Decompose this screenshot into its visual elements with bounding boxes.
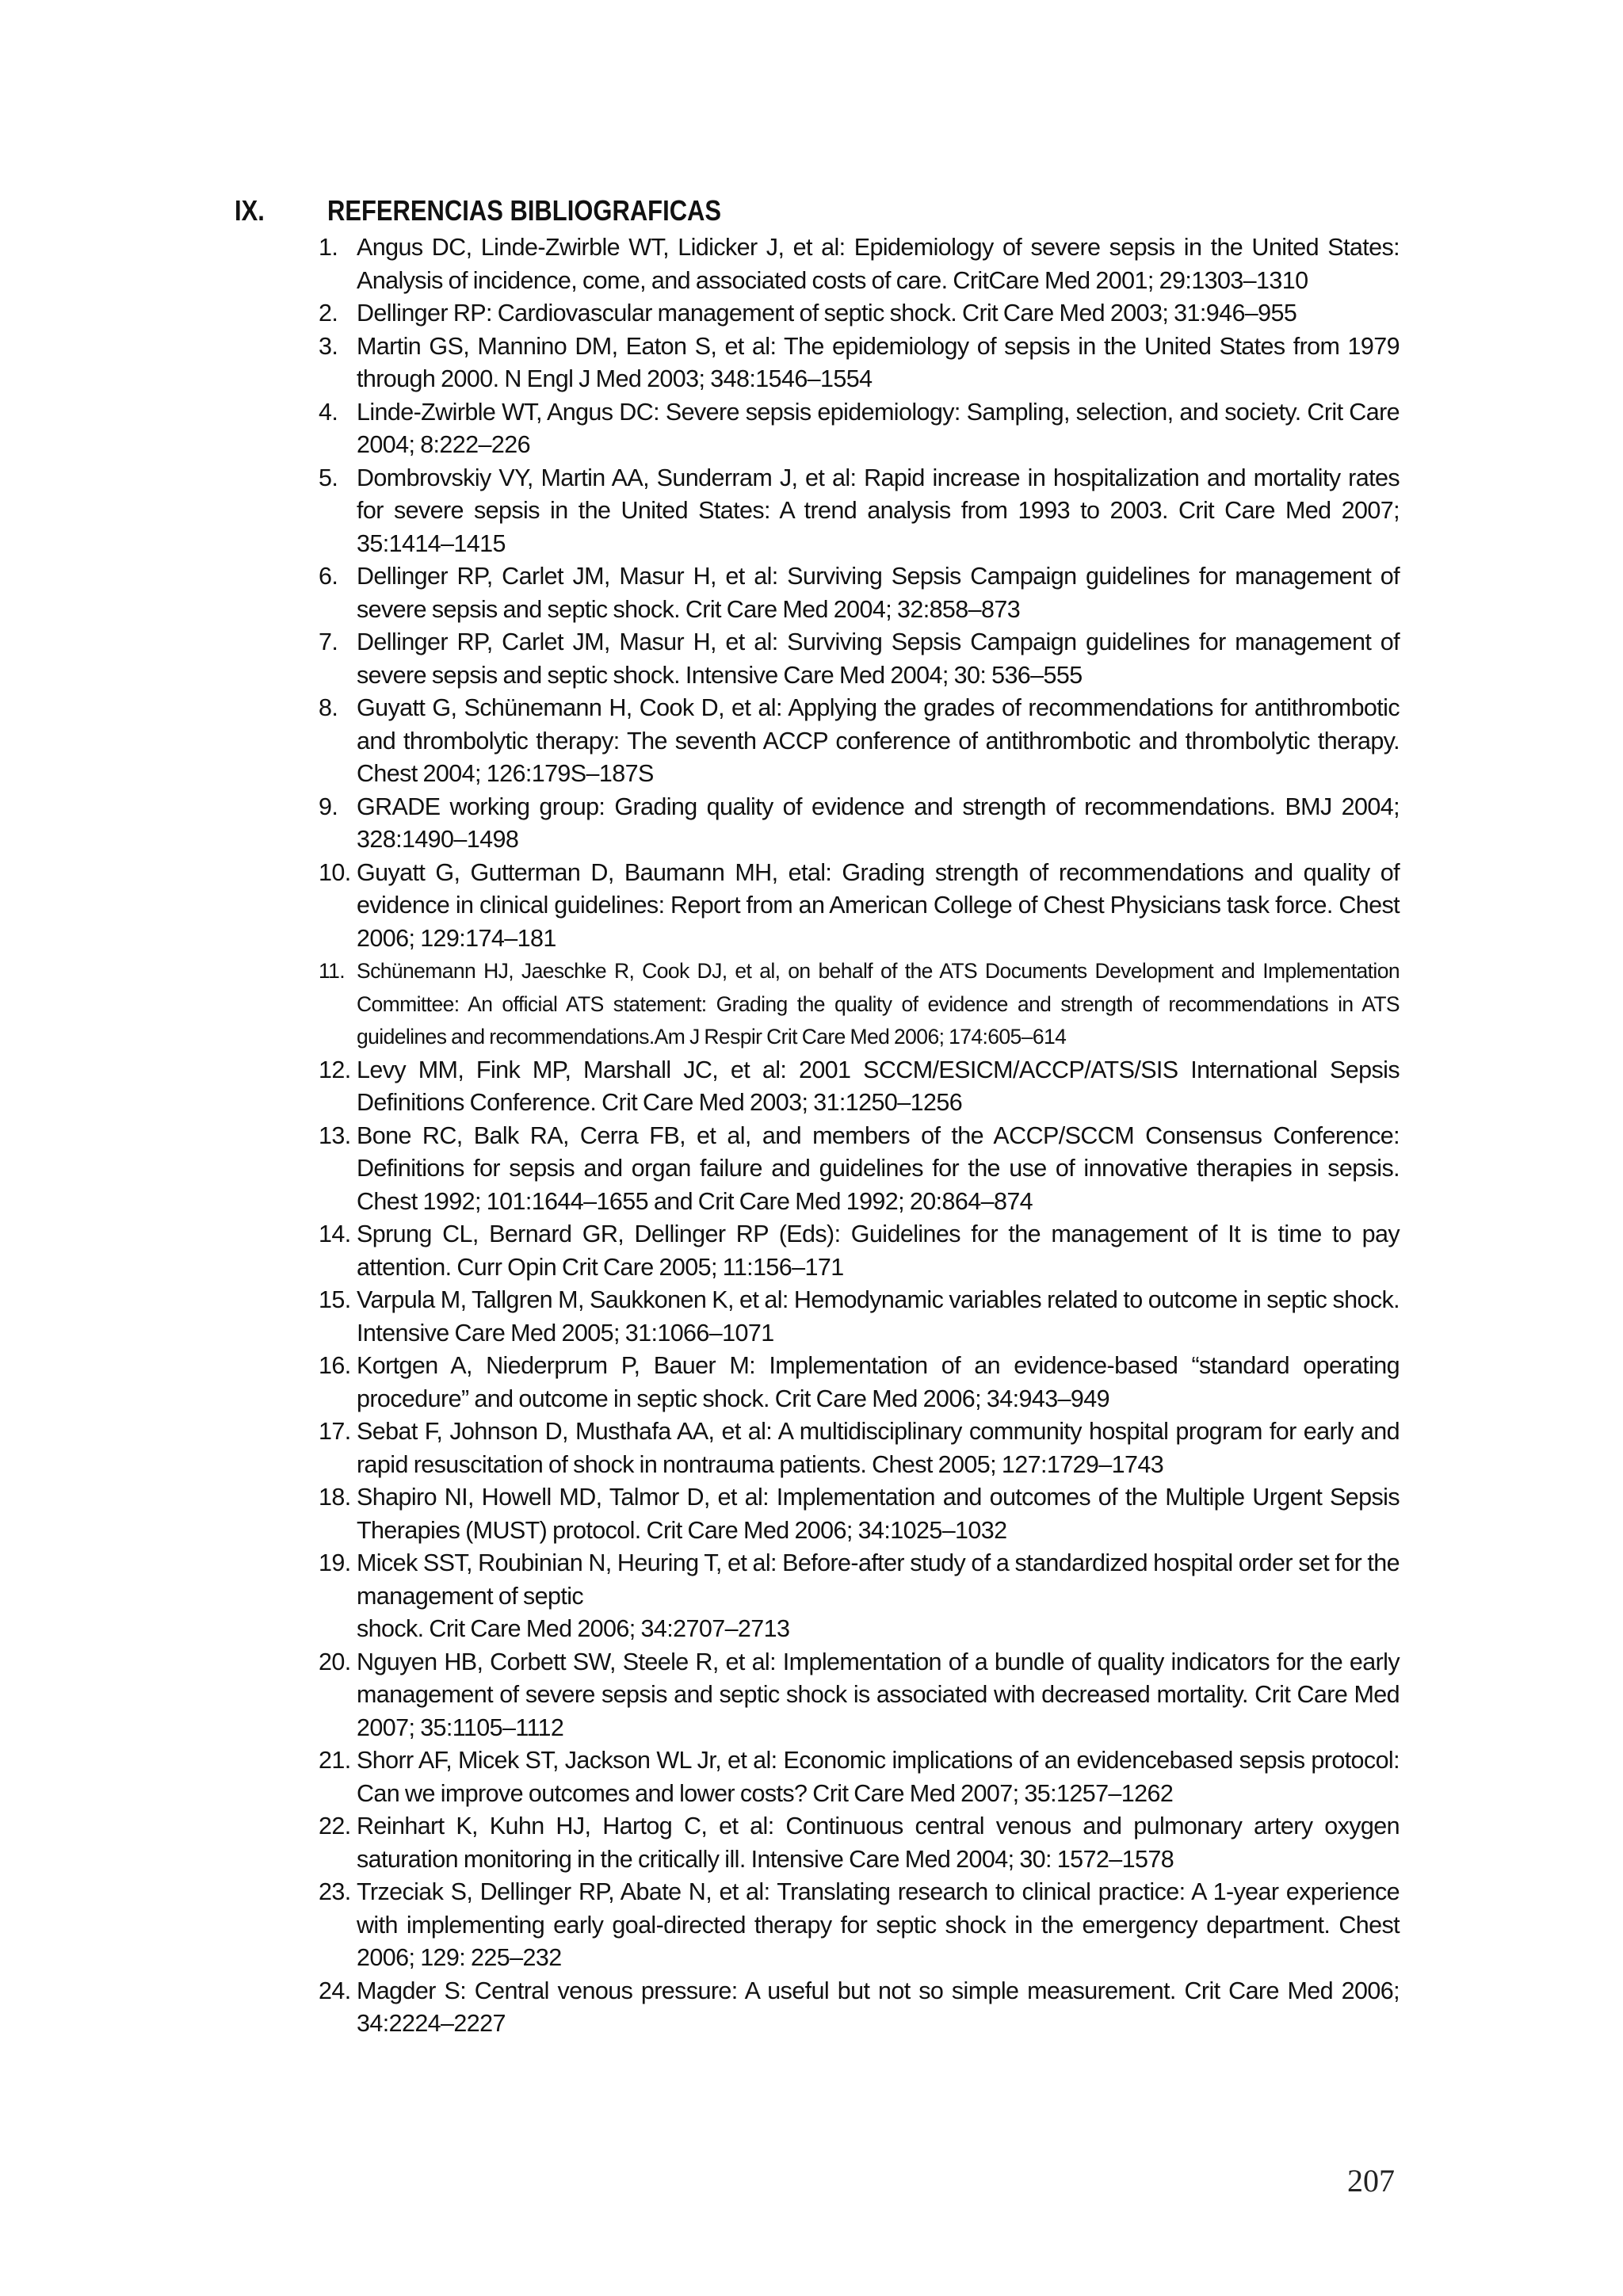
reference-text: Martin GS, Mannino DM, Eaton S, et al: The epidemiology of sepsis in the United States from 1979 through 2000. N Engl J Med 2003; 348:1546–1554 bbox=[357, 332, 1400, 392]
reference-text: Varpula M, Tallgren M, Saukkonen K, et al: Hemodynamic variables related to outcome in septic shock. Intensive Care Med 2005; 31:1066–1071 bbox=[357, 1286, 1400, 1347]
reference-item bbox=[304, 955, 1400, 1054]
reference-item bbox=[304, 857, 1400, 956]
reference-item bbox=[304, 1481, 1400, 1547]
reference-number: 8. bbox=[319, 694, 338, 721]
reference-number: 2. bbox=[319, 300, 338, 327]
reference-text: Dellinger RP, Carlet JM, Masur H, et al: Surviving Sepsis Campaign guidelines for management of severe sepsis and septic shock. Crit Care Med 2004; 32:858–873 bbox=[357, 563, 1400, 623]
reference-item bbox=[304, 1218, 1400, 1284]
reference-text: Levy MM, Fink MP, Marshall JC, et al: 2001 SCCM/ESICM/ACCP/ATS/SIS International Sepsis Definitions Conference. Crit Care Med 2003; 31:1250–1256 bbox=[357, 1056, 1400, 1116]
reference-text: Dellinger RP, Carlet JM, Masur H, et al: Surviving Sepsis Campaign guidelines for management of severe sepsis and septic shock. Intensive Care Med 2004; 30: 536–555 bbox=[357, 628, 1400, 689]
reference-text: Guyatt G, Gutterman D, Baumann MH, etal: Grading strength of recommendations and quality of evidence in clinical guidelines: Report from an American College of Chest Physicians task force. Chest 2006; 129:174–181 bbox=[357, 858, 1400, 952]
reference-item bbox=[304, 231, 1400, 297]
reference-list bbox=[304, 231, 1400, 2041]
reference-number: 19. bbox=[319, 1549, 351, 1576]
reference-text: Schünemann HJ, Jaeschke R, Cook DJ, et al, on behalf of the ATS Documents Development and Implementation Committee: An official ATS statement: Grading the quality of evidence and strength of recommendations in ATS guidelines and recommendations.Am J Respir Crit Care Med 2006; 174:605–614 bbox=[357, 959, 1400, 1049]
reference-number: 11. bbox=[319, 959, 346, 983]
reference-number: 20. bbox=[319, 1648, 351, 1675]
reference-text: Shorr AF, Micek ST, Jackson WL Jr, et al: Economic implications of an evidencebased sepsis protocol: Can we improve outcomes and lower costs? Crit Care Med 2007; 35:1257–1262 bbox=[357, 1747, 1400, 1807]
reference-item bbox=[304, 396, 1400, 462]
reference-item bbox=[304, 1054, 1400, 1120]
reference-text: Guyatt G, Schünemann H, Cook D, et al: Applying the grades of recommendations for antithrombotic and thrombolytic therapy: The seventh ACCP conference of antithrombotic and thrombolytic therapy. Chest 2004; 126:179S–187S bbox=[357, 694, 1400, 787]
reference-item bbox=[304, 1810, 1400, 1876]
reference-text: Sebat F, Johnson D, Musthafa AA, et al: A multidisciplinary community hospital program for early and rapid resuscitation of shock in nontrauma patients. Chest 2005; 127:1729–1743 bbox=[357, 1418, 1400, 1478]
reference-number: 7. bbox=[319, 628, 338, 655]
reference-number: 17. bbox=[319, 1418, 351, 1445]
reference-number: 23. bbox=[319, 1878, 351, 1905]
reference-text: Dellinger RP: Cardiovascular management of septic shock. Crit Care Med 2003; 31:946–955 bbox=[357, 300, 1297, 327]
reference-number: 4. bbox=[319, 398, 338, 426]
reference-item bbox=[304, 1415, 1400, 1481]
reference-item bbox=[304, 1350, 1400, 1415]
reference-number: 14. bbox=[319, 1221, 351, 1247]
reference-number: 9. bbox=[319, 793, 338, 820]
reference-number: 18. bbox=[319, 1484, 351, 1511]
reference-item bbox=[304, 1547, 1400, 1646]
reference-text-part: Micek SST, Roubinian N, Heuring T, et al: Before-after study of a standardized hospital order set for the management of septic bbox=[357, 1549, 1400, 1610]
reference-item bbox=[304, 1975, 1400, 2041]
reference-text: Shapiro NI, Howell MD, Talmor D, et al: Implementation and outcomes of the Multiple Urgent Sepsis Therapies (MUST) protocol. Crit Care Med 2006; 34:1025–1032 bbox=[357, 1484, 1400, 1544]
reference-text: GRADE working group: Grading quality of evidence and strength of recommendations. BMJ 2004; 328:1490–1498 bbox=[357, 793, 1400, 853]
reference-text: Dombrovskiy VY, Martin AA, Sunderram J, et al: Rapid increase in hospitalization and mortality rates for severe sepsis in the United States: A trend analysis from 1993 to 2003. Crit Care Med 2007; 35:1414–1415 bbox=[357, 464, 1400, 557]
reference-text: Angus DC, Linde-Zwirble WT, Lidicker J, et al: Epidemiology of severe sepsis in the United States: Analysis of incidence, come, and associated costs of care. CritCare Med 2001; 29:1303–1310 bbox=[357, 234, 1400, 294]
references-section bbox=[235, 190, 1400, 2037]
reference-item bbox=[304, 1284, 1400, 1350]
reference-number: 10. bbox=[319, 858, 351, 886]
section-number: IX. bbox=[235, 194, 265, 227]
reference-number: 6. bbox=[319, 563, 338, 590]
section-title: REFERENCIAS BIBLIOGRAFICAS bbox=[327, 194, 722, 227]
reference-number: 21. bbox=[319, 1747, 351, 1774]
reference-item bbox=[304, 1120, 1400, 1219]
reference-text: Trzeciak S, Dellinger RP, Abate N, et al: Translating research to clinical practice: A 1-year experience with implementing early goal-directed therapy for septic shock in the emergency department. Chest 2006; 129: 225–232 bbox=[357, 1878, 1400, 1971]
reference-number: 3. bbox=[319, 332, 338, 360]
reference-text: Kortgen A, Niederprum P, Bauer M: Implementation of an evidence-based “standard operating procedure” and outcome in septic shock. Crit Care Med 2006; 34:943–949 bbox=[357, 1352, 1400, 1412]
reference-number: 16. bbox=[319, 1352, 351, 1379]
reference-text bbox=[353, 1547, 1400, 1646]
reference-item bbox=[304, 692, 1400, 791]
reference-text: Linde-Zwirble WT, Angus DC: Severe sepsis epidemiology: Sampling, selection, and society. Crit Care 2004; 8:222–226 bbox=[357, 398, 1400, 458]
reference-number: 13. bbox=[319, 1121, 351, 1149]
reference-text: Nguyen HB, Corbett SW, Steele R, et al: Implementation of a bundle of quality indicators for the early management of severe sepsis and septic shock is associated with decreased mortality. Crit Care Med 2007; 35:1105–1112 bbox=[357, 1648, 1400, 1741]
reference-number: 15. bbox=[319, 1286, 351, 1313]
reference-item bbox=[304, 1876, 1400, 1975]
reference-text: Magder S: Central venous pressure: A useful but not so simple measurement. Crit Care Med 2006; 34:2224–2227 bbox=[357, 1977, 1400, 2037]
reference-item bbox=[304, 297, 1400, 330]
reference-number: 24. bbox=[319, 1977, 351, 2004]
reference-text-continuation: shock. Crit Care Med 2006; 34:2707–2713 bbox=[357, 1615, 790, 1642]
reference-number: 1. bbox=[319, 234, 338, 261]
reference-item bbox=[304, 1744, 1400, 1810]
reference-item bbox=[304, 560, 1400, 626]
reference-item bbox=[304, 791, 1400, 857]
reference-item bbox=[304, 626, 1400, 692]
reference-item bbox=[304, 1646, 1400, 1745]
reference-text: Reinhart K, Kuhn HJ, Hartog C, et al: Continuous central venous and pulmonary artery oxygen saturation monitoring in the critically ill. Intensive Care Med 2004; 30: 1572–1578 bbox=[357, 1813, 1400, 1873]
reference-number: 22. bbox=[319, 1813, 351, 1839]
reference-item bbox=[304, 462, 1400, 561]
reference-text: Bone RC, Balk RA, Cerra FB, et al, and members of the ACCP/SCCM Consensus Conference: Definitions for sepsis and organ failure and guidelines for the use of innovative therapies in sepsis. Chest 1992; 101:1644–1655 and Crit Care Med 1992; 20:864–874 bbox=[357, 1121, 1400, 1215]
reference-number: 5. bbox=[319, 464, 338, 491]
section-heading bbox=[235, 190, 1236, 231]
reference-text: Sprung CL, Bernard GR, Dellinger RP (Eds): Guidelines for the management of It is time to pay attention. Curr Opin Crit Care 2005; 11:156–171 bbox=[357, 1221, 1400, 1281]
reference-number: 12. bbox=[319, 1056, 351, 1083]
page-number: 207 bbox=[1347, 2163, 1395, 2199]
reference-item bbox=[304, 330, 1400, 396]
